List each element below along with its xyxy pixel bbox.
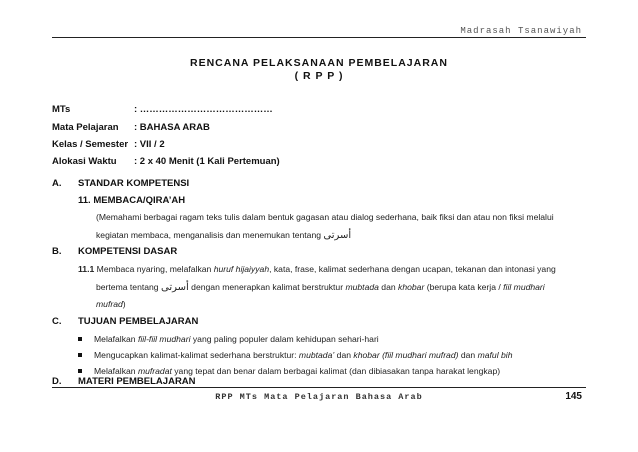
text-run: dan <box>378 282 399 292</box>
section-b-heading <box>52 246 177 257</box>
arabic-text: أسرتى <box>160 282 189 293</box>
section-a-line1: (Memahami berbagai ragam teks tulis dalam bentuk gagasan atau dialog sederhana, baik fiksi dan atau non fiksi melalui <box>96 212 554 222</box>
text-run-italic: mufradat <box>137 366 172 376</box>
section-a-sub: 11. MEMBACA/QIRA’AH <box>78 195 186 206</box>
section-title: KOMPETENSI DASAR <box>78 246 178 257</box>
text-run: yang paling populer dalam kehidupan sehari-hari <box>190 334 379 344</box>
text-run: yang tepat dan benar dalam berbagai kalimat (dan dibiasakan tanpa harakat lengkap) <box>171 366 501 376</box>
info-label: Kelas / Semester <box>52 139 129 150</box>
text-run: , kata, frase, kalimat sederhana dengan ucapan, tekanan dan intonasi yang <box>269 264 556 274</box>
objective-item <box>78 334 379 344</box>
section-d-heading <box>52 376 196 387</box>
section-a-text: kegiatan membaca, menganalisis dan menemukan tentang <box>96 230 322 240</box>
bullet-icon <box>78 369 82 373</box>
info-value: : BAHASA ARAB <box>134 122 210 133</box>
text-run-italic: khobar (fiil mudhari mufrad) <box>353 350 459 360</box>
info-label: MTs <box>52 104 71 115</box>
text-run: ) <box>122 299 126 309</box>
text-run-italic: huruf hijaiyyah <box>213 264 270 274</box>
objective-item <box>78 366 500 376</box>
arabic-text: أسرتى <box>323 230 352 241</box>
info-row-subject <box>52 122 210 133</box>
document-subtitle: ( R P P ) <box>294 70 344 82</box>
section-b-line3 <box>96 299 126 309</box>
document-title: RENCANA PELAKSANAAN PEMBELAJARAN <box>190 57 448 69</box>
text-run: Melafalkan <box>94 366 138 376</box>
text-run-italic: mubtada’ <box>298 350 335 360</box>
text-run-italic: mufrad <box>96 299 123 309</box>
header-school: Madrasah Tsanawiyah <box>460 26 582 36</box>
competency-number: 11.1 <box>78 264 95 274</box>
text-run: Mengucapkan kalimat-kalimat sederhana berstruktur: <box>94 350 299 360</box>
info-value: : 2 x 40 Menit (1 Kali Pertemuan) <box>134 156 280 167</box>
page-number: 145 <box>565 391 582 402</box>
section-letter: B. <box>52 246 62 257</box>
section-letter: C. <box>52 316 62 327</box>
section-title: STANDAR KOMPETENSI <box>78 178 190 189</box>
footer-text: RPP MTs Mata Pelajaran Bahasa Arab <box>215 392 423 402</box>
section-b-line1 <box>78 264 556 274</box>
footer-divider <box>52 387 586 388</box>
text-run: dan <box>334 350 354 360</box>
info-row-time <box>52 156 280 167</box>
section-letter: A. <box>52 178 62 189</box>
objective-item <box>78 350 512 360</box>
text-run: bertema tentang <box>96 282 161 292</box>
text-run-italic: fiil-fiil mudhari <box>137 334 191 344</box>
text-run-italic: maful bih <box>477 350 513 360</box>
section-title: MATERI PEMBELAJARAN <box>78 376 196 387</box>
section-letter: D. <box>52 376 62 387</box>
section-a-heading <box>52 178 189 189</box>
bullet-icon <box>78 353 82 357</box>
text-run-italic: khobar <box>398 282 425 292</box>
info-label: Alokasi Waktu <box>52 156 117 167</box>
text-run: Membaca nyaring, melafalkan <box>96 264 214 274</box>
info-value: : …………………………………… <box>134 104 273 115</box>
section-b-line2 <box>96 282 545 293</box>
text-run: dan <box>458 350 478 360</box>
info-label: Mata Pelajaran <box>52 122 119 133</box>
text-run: (berupa kata kerja / <box>424 282 504 292</box>
section-title: TUJUAN PEMBELAJARAN <box>78 316 199 327</box>
section-a-line2 <box>96 230 351 241</box>
header-divider <box>52 37 586 38</box>
info-row-class <box>52 139 165 150</box>
info-value: : VII / 2 <box>134 139 165 150</box>
section-c-heading <box>52 316 198 327</box>
text-run-italic: mubtada <box>345 282 379 292</box>
text-run: dengan menerapkan kalimat berstruktur <box>188 282 346 292</box>
text-run-italic: fiil mudhari <box>503 282 545 292</box>
text-run: Melafalkan <box>94 334 138 344</box>
info-row-mts <box>52 104 273 115</box>
bullet-icon <box>78 337 82 341</box>
